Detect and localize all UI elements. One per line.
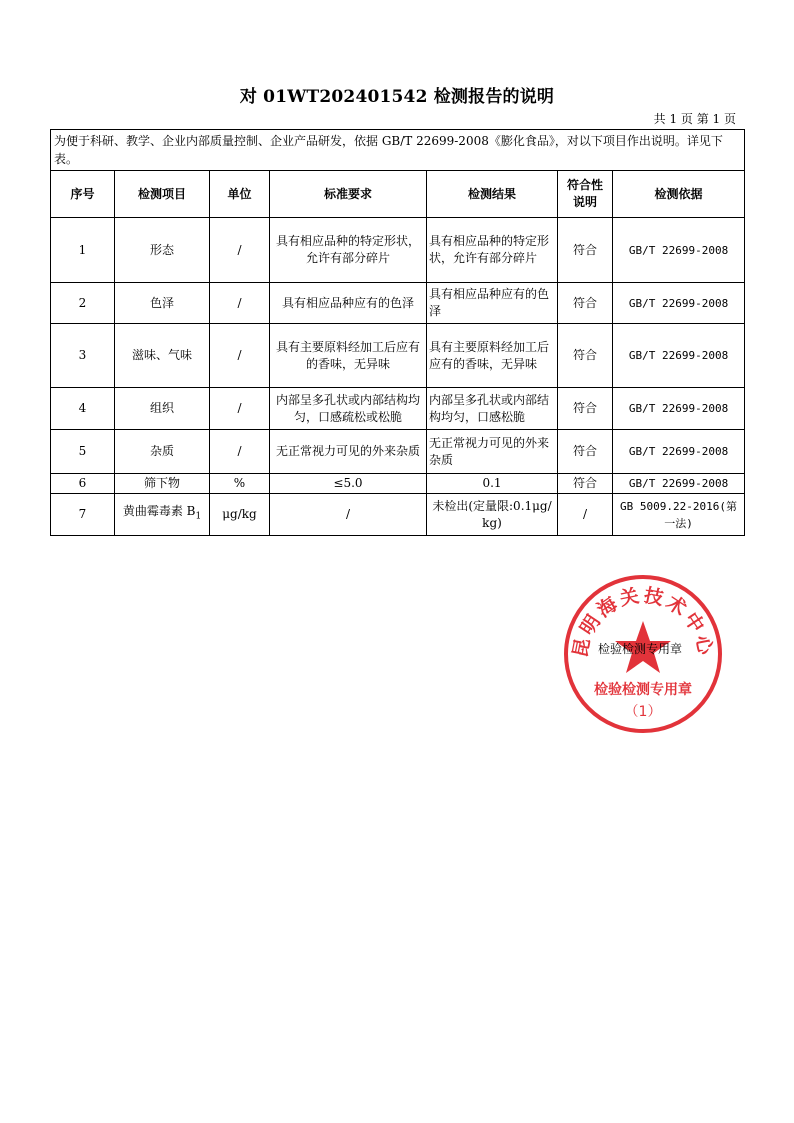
cell-result: 未检出(定量限:0.1μg/kg) [427, 494, 558, 536]
seal-purpose-text: 检验检测专用章 [594, 682, 692, 698]
cell-item: 杂质 [115, 430, 210, 474]
cell-result: 内部呈多孔状或内部结构均匀，口感松脆 [427, 388, 558, 430]
cell-unit: / [210, 324, 270, 388]
table-row [51, 430, 745, 474]
table-header-row [51, 171, 745, 218]
seal-org-text: 昆明海关技术中心 [569, 584, 717, 660]
cell-seq: 5 [51, 430, 115, 474]
table-row [51, 324, 745, 388]
col-unit-header: 单位 [210, 171, 270, 218]
cell-unit: % [210, 474, 270, 494]
col-conformity-header [558, 171, 613, 218]
cell-result: 具有相应品种的特定形状，允许有部分碎片 [427, 218, 558, 283]
cell-conformity: 符合 [558, 283, 613, 324]
cell-basis: GB/T 22699-2008 [613, 474, 745, 494]
cell-seq: 4 [51, 388, 115, 430]
cell-basis: GB 5009.22-2016(第一法) [613, 494, 745, 536]
cell-result: 具有相应品种应有的色泽 [427, 283, 558, 324]
cell-item: 形态 [115, 218, 210, 283]
cell-standard: / [270, 494, 427, 536]
intro-text: 为便于科研、教学、企业内部质量控制、企业产品研发，依据 GB/T 22699-2008《膨化食品》，对以下项目作出说明。详见下表。 [51, 130, 745, 171]
cell-item [115, 494, 210, 536]
cell-conformity: 符合 [558, 474, 613, 494]
cell-item-text: 黄曲霉毒素 B [122, 504, 196, 519]
conformity-header-line1: 符合性 [566, 178, 603, 192]
cell-seq: 1 [51, 218, 115, 283]
cell-basis: GB/T 22699-2008 [613, 283, 745, 324]
cell-basis: GB/T 22699-2008 [613, 324, 745, 388]
cell-unit: μg/kg [210, 494, 270, 536]
cell-item: 色泽 [115, 283, 210, 324]
cell-basis: GB/T 22699-2008 [613, 218, 745, 283]
cell-seq: 7 [51, 494, 115, 536]
cell-seq: 2 [51, 283, 115, 324]
cell-standard: ≤5.0 [270, 474, 427, 494]
report-title: 对 01WT202401542 检测报告的说明 [239, 87, 555, 107]
cell-seq: 6 [51, 474, 115, 494]
cell-basis: GB/T 22699-2008 [613, 430, 745, 474]
cell-item-subscript: 1 [195, 511, 202, 522]
table-row [51, 388, 745, 430]
cell-result: 0.1 [427, 474, 558, 494]
page-info: 共 1 页 第 1 页 [653, 112, 736, 126]
col-basis-header: 检测依据 [613, 171, 745, 218]
cell-result: 无正常视力可见的外来杂质 [427, 430, 558, 474]
col-seq-header: 序号 [51, 171, 115, 218]
seal-caption: 检验检测专用章 [598, 642, 683, 656]
table-row [51, 474, 745, 494]
cell-unit: / [210, 218, 270, 283]
cell-standard: 具有主要原料经加工后应有的香味，无异味 [270, 324, 427, 388]
cell-item: 滋味、气味 [115, 324, 210, 388]
col-item-header: 检测项目 [115, 171, 210, 218]
cell-unit: / [210, 283, 270, 324]
col-result-header: 检测结果 [427, 171, 558, 218]
cell-item: 组织 [115, 388, 210, 430]
cell-unit: / [210, 388, 270, 430]
cell-standard: 具有相应品种的特定形状，允许有部分碎片 [270, 218, 427, 283]
cell-item: 筛下物 [115, 474, 210, 494]
cell-conformity: 符合 [558, 324, 613, 388]
cell-seq: 3 [51, 324, 115, 388]
cell-result: 具有主要原料经加工后应有的香味，无异味 [427, 324, 558, 388]
results-table [50, 129, 745, 536]
cell-basis: GB/T 22699-2008 [613, 388, 745, 430]
col-standard-header: 标准要求 [270, 171, 427, 218]
cell-standard: 内部呈多孔状或内部结构均匀，口感疏松或松脆 [270, 388, 427, 430]
table-row [51, 494, 745, 536]
cell-conformity: 符合 [558, 430, 613, 474]
cell-conformity: / [558, 494, 613, 536]
seal-number: （1） [624, 704, 662, 720]
cell-conformity: 符合 [558, 218, 613, 283]
conformity-header-line2: 说明 [572, 195, 597, 209]
table-row [51, 283, 745, 324]
table-row [51, 218, 745, 283]
cell-conformity: 符合 [558, 388, 613, 430]
cell-standard: 具有相应品种应有的色泽 [270, 283, 427, 324]
cell-unit: / [210, 430, 270, 474]
cell-standard: 无正常视力可见的外来杂质 [270, 430, 427, 474]
